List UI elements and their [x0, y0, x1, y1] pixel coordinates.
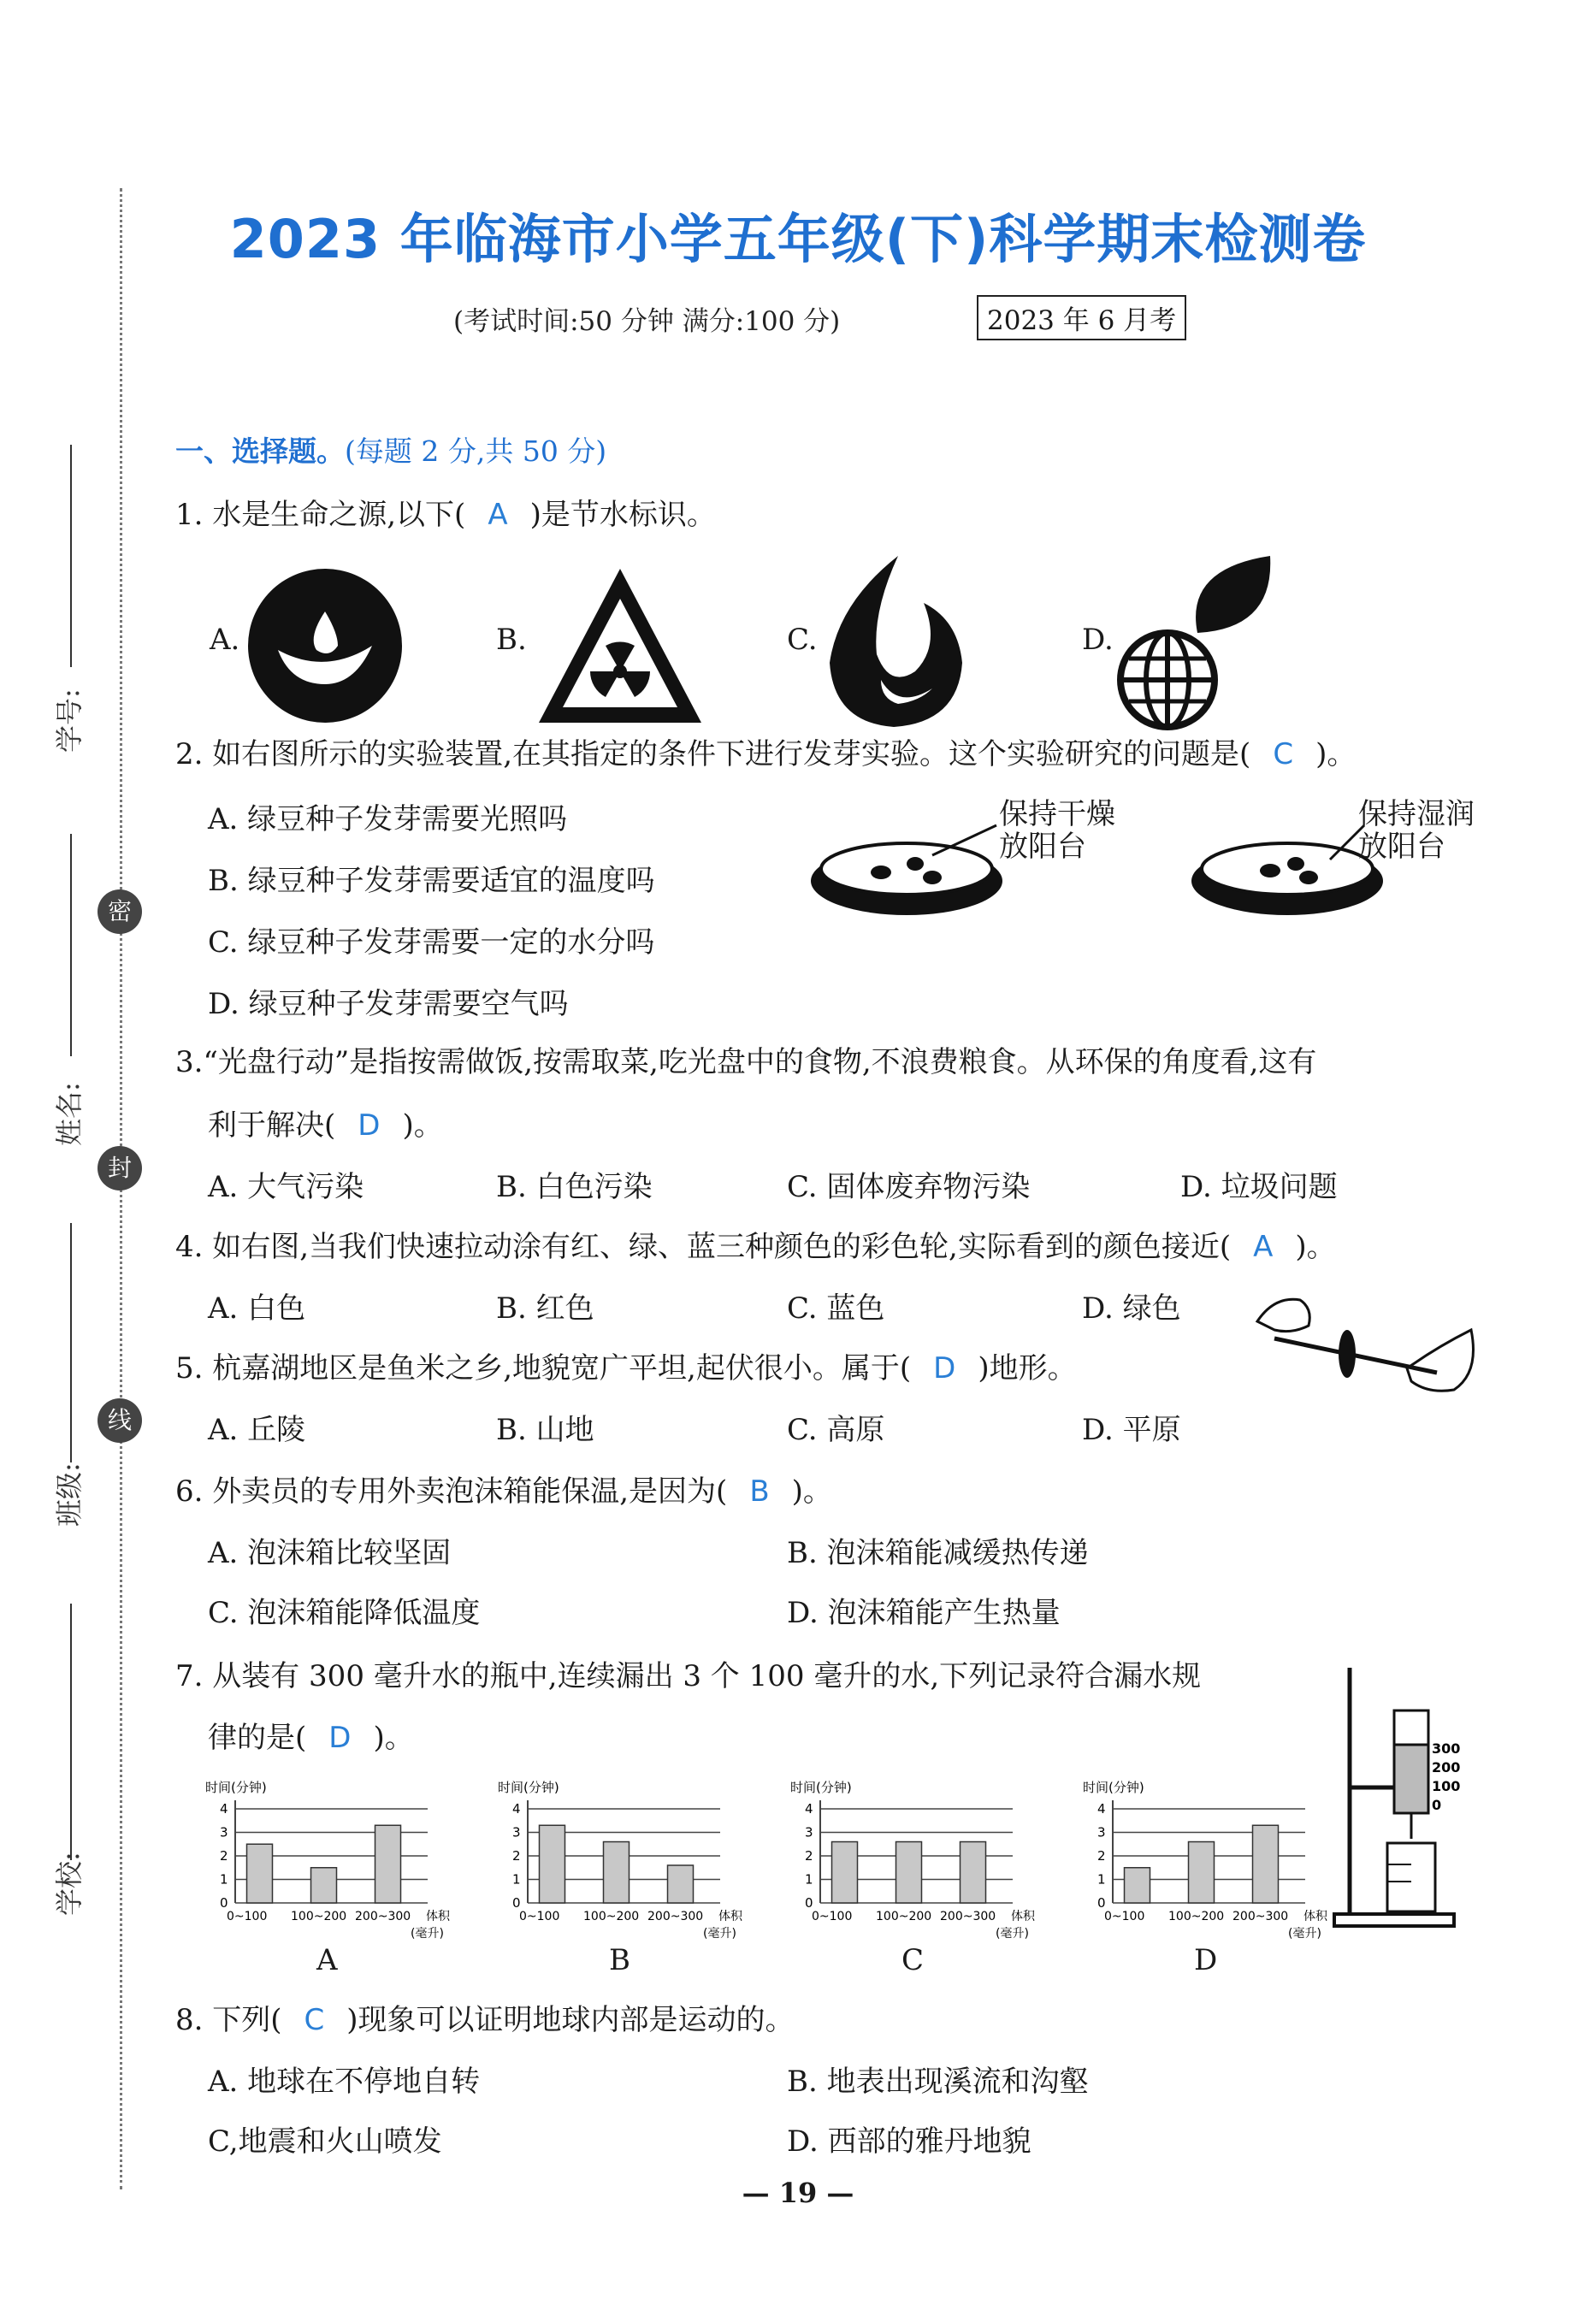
chart-d-xtick: 100~200 — [1168, 1910, 1225, 1923]
chart-a-ytick: 2 — [220, 1848, 228, 1864]
q3-option-c: C. 固体废弃物污染 — [787, 1170, 1031, 1204]
chart-b-ytick: 4 — [512, 1801, 521, 1817]
q5-option-d: D. 平原 — [1082, 1413, 1181, 1447]
q2-option-a: A. 绿豆种子发芽需要光照吗 — [208, 802, 568, 836]
chart-c-label: C — [901, 1943, 925, 1977]
answer-1: A — [488, 498, 508, 532]
student-no-label: 学号: — [53, 688, 86, 753]
question-3-line2: 利于解决( D )。 — [208, 1108, 443, 1143]
chart-d-xunit: (毫升) — [1288, 1927, 1321, 1941]
chart-a-ylabel: 时间(分钟) — [205, 1780, 267, 1795]
question-5: 5. 杭嘉湖地区是鱼米之乡,地貌宽广平坦,起伏很小。属于( D )地形。 — [175, 1351, 1077, 1386]
chart-d-bar — [1189, 1842, 1215, 1904]
dish2-label-line2: 放阳台 — [1358, 830, 1445, 864]
exam-date-box: 2023 年 6 月考 — [977, 295, 1186, 340]
cylinder-mark-300: 300 — [1432, 1740, 1461, 1757]
chart-a-xlabel: 体积 — [426, 1910, 450, 1923]
chart-a-ytick: 4 — [220, 1801, 228, 1817]
seal-xian: 线 — [98, 1398, 142, 1443]
dish1-label-line2: 放阳台 — [999, 830, 1086, 864]
q8-option-a: A. 地球在不停地自转 — [208, 2065, 481, 2099]
seal-feng: 封 — [98, 1146, 142, 1191]
q1-label-c: C. — [787, 623, 818, 657]
bar-charts-abcd — [197, 1775, 1334, 2006]
color-wheel-hands-illustration — [1240, 1279, 1480, 1407]
chart-b-xunit: (毫升) — [703, 1927, 736, 1941]
chart-b-ylabel: 时间(分钟) — [498, 1780, 559, 1795]
q2-option-c: C. 绿豆种子发芽需要一定的水分吗 — [208, 925, 655, 960]
q5-option-b: B. 山地 — [496, 1413, 594, 1447]
section-heading: 一、选择题。(每题 2 分,共 50 分) — [175, 434, 607, 468]
q5-option-a: A. 丘陵 — [208, 1413, 306, 1447]
q4-option-a: A. 白色 — [208, 1291, 306, 1326]
answer-2: C — [1273, 737, 1294, 771]
chart-c-xunit: (毫升) — [996, 1927, 1029, 1941]
school-label: 学校: — [53, 1852, 86, 1916]
question-2: 2. 如右图所示的实验装置,在其指定的条件下进行发芽实验。这个实验研究的问题是( C )。 — [175, 737, 1357, 771]
q6-option-a: A. 泡沫箱比较坚固 — [208, 1536, 452, 1570]
chart-d-xtick: 0~100 — [1104, 1910, 1145, 1923]
q1-label-a: A. — [210, 623, 240, 657]
q4-option-c: C. 蓝色 — [787, 1291, 885, 1326]
chart-d-xlabel: 体积 — [1303, 1910, 1327, 1923]
chart-d-label: D — [1194, 1943, 1218, 1977]
answer-7: D — [328, 1721, 352, 1755]
q8-option-c: C,地震和火山喷发 — [208, 2124, 442, 2159]
chart-a-bar — [247, 1844, 273, 1903]
chart-c-bar — [896, 1842, 922, 1904]
chart-c-bar — [961, 1842, 986, 1904]
question-7-line2: 律的是( D )。 — [208, 1721, 414, 1755]
chart-d-ylabel: 时间(分钟) — [1083, 1780, 1144, 1795]
chart-a-ytick: 0 — [220, 1895, 228, 1911]
q1-label-b: B. — [496, 623, 527, 657]
chart-a-ytick: 3 — [220, 1824, 228, 1840]
cylinder-mark-100: 100 — [1432, 1778, 1461, 1794]
chart-a-xtick: 100~200 — [291, 1910, 347, 1923]
class-label: 班级: — [53, 1462, 86, 1527]
chart-a-bar — [311, 1868, 337, 1903]
chart-c-ylabel: 时间(分钟) — [790, 1780, 852, 1795]
chart-b-ytick: 1 — [512, 1871, 521, 1888]
cylinder-mark-0: 0 — [1432, 1797, 1442, 1813]
chart-b-xtick: 200~300 — [647, 1910, 704, 1923]
chart-c-xlabel: 体积 — [1011, 1910, 1035, 1923]
chart-b-bar — [604, 1842, 630, 1904]
chart-b-label: B — [609, 1943, 630, 1977]
dish1-label-line1: 保持干燥 — [999, 797, 1115, 831]
chart-b-xtick: 100~200 — [583, 1910, 640, 1923]
chart-d-xtick: 200~300 — [1232, 1910, 1289, 1923]
dry-dish-illustration — [804, 821, 1009, 941]
answer-4: A — [1253, 1230, 1274, 1264]
chart-c-ytick: 1 — [805, 1871, 813, 1888]
chart-c-ytick: 3 — [805, 1824, 813, 1840]
chart-c-bar — [832, 1842, 858, 1904]
dish2-label-line1: 保持湿润 — [1358, 797, 1475, 831]
chart-b-bar — [540, 1825, 565, 1903]
q1-label-d: D. — [1082, 623, 1114, 657]
cylinder-mark-200: 200 — [1432, 1759, 1461, 1775]
chart-a-label: A — [316, 1943, 338, 1977]
page-title: 2023 年临海市小学五年级(下)科学期末检测卷 — [229, 208, 1367, 270]
q6-option-d: D. 泡沫箱能产生热量 — [787, 1596, 1061, 1630]
water-drop-symbol-icon — [244, 564, 406, 727]
chart-d-ytick: 2 — [1097, 1848, 1106, 1864]
chart-d-ytick: 1 — [1097, 1871, 1106, 1888]
chart-a-ytick: 1 — [220, 1871, 228, 1888]
q2-option-d: D. 绿豆种子发芽需要空气吗 — [208, 987, 569, 1021]
question-3-line1: 3.“光盘行动”是指按需做饭,按需取菜,吃光盘中的食物,不浪费粮食。从环保的角度看,这有 — [175, 1045, 1317, 1079]
chart-b-bar — [668, 1865, 694, 1903]
q6-option-c: C. 泡沫箱能降低温度 — [208, 1596, 481, 1630]
name-label: 姓名: — [53, 1082, 86, 1146]
chart-b-xlabel: 体积 — [718, 1910, 742, 1923]
question-7-line1: 7. 从装有 300 毫升水的瓶中,连续漏出 3 个 100 毫升的水,下列记录符合漏水规 — [175, 1659, 1202, 1693]
chart-c-ytick: 4 — [805, 1801, 813, 1817]
question-1: 1. 水是生命之源,以下( A )是节水标识。 — [175, 498, 716, 532]
chart-d-bar — [1125, 1868, 1150, 1903]
school-line — [70, 1604, 72, 1860]
chart-d-ytick: 0 — [1097, 1895, 1106, 1911]
chart-c-xtick: 100~200 — [876, 1910, 932, 1923]
seal-mi: 密 — [98, 889, 142, 934]
chart-d-ytick: 4 — [1097, 1801, 1106, 1817]
q3-option-b: B. 白色污染 — [496, 1170, 653, 1204]
class-line — [70, 1223, 72, 1462]
chart-b-ytick: 0 — [512, 1895, 521, 1911]
radiation-warning-icon — [530, 560, 710, 731]
q4-option-b: B. 红色 — [496, 1291, 594, 1326]
q2-option-b: B. 绿豆种子发芽需要适宜的温度吗 — [208, 864, 655, 898]
flame-swirl-icon — [821, 552, 966, 731]
chart-a-xtick: 0~100 — [227, 1910, 268, 1923]
q3-option-a: A. 大气污染 — [208, 1170, 364, 1204]
chart-b-ytick: 2 — [512, 1848, 521, 1864]
q6-option-b: B. 泡沫箱能减缓热传递 — [787, 1536, 1089, 1570]
chart-b-ytick: 3 — [512, 1824, 521, 1840]
chart-d-ytick: 3 — [1097, 1824, 1106, 1840]
chart-c-xtick: 0~100 — [812, 1910, 853, 1923]
chart-c-ytick: 0 — [805, 1895, 813, 1911]
q5-option-c: C. 高原 — [787, 1413, 885, 1447]
answer-6: B — [749, 1474, 770, 1509]
name-line — [70, 834, 72, 1056]
question-8: 8. 下列( C )现象可以证明地球内部是运动的。 — [175, 2003, 795, 2037]
globe-leaf-icon — [1116, 552, 1279, 731]
student-no-line — [70, 445, 72, 667]
chart-d-bar — [1253, 1825, 1279, 1903]
chart-a-xtick: 200~300 — [355, 1910, 411, 1923]
exam-info: (考试时间:50 分钟 满分:100 分) — [453, 306, 841, 337]
chart-a-bar — [375, 1825, 401, 1903]
q8-option-b: B. 地表出现溪流和沟壑 — [787, 2065, 1089, 2099]
chart-b-xtick: 0~100 — [519, 1910, 560, 1923]
q4-option-d: D. 绿色 — [1082, 1291, 1181, 1326]
question-6: 6. 外卖员的专用外卖泡沫箱能保温,是因为( B )。 — [175, 1474, 832, 1509]
question-4: 4. 如右图,当我们快速拉动涂有红、绿、蓝三种颜色的彩色轮,实际看到的颜色接近( A )。 — [175, 1230, 1336, 1264]
q3-option-d: D. 垃圾问题 — [1180, 1170, 1338, 1204]
chart-c-xtick: 200~300 — [940, 1910, 996, 1923]
answer-3: D — [358, 1108, 381, 1143]
chart-a-xunit: (毫升) — [411, 1927, 444, 1941]
chart-c-ytick: 2 — [805, 1848, 813, 1864]
page-number: — 19 — — [742, 2177, 854, 2209]
q8-option-d: D. 西部的雅丹地貌 — [787, 2124, 1031, 2159]
retort-stand-cylinder-illustration — [1326, 1659, 1480, 1933]
answer-8: C — [304, 2003, 325, 2037]
answer-5: D — [933, 1351, 956, 1386]
